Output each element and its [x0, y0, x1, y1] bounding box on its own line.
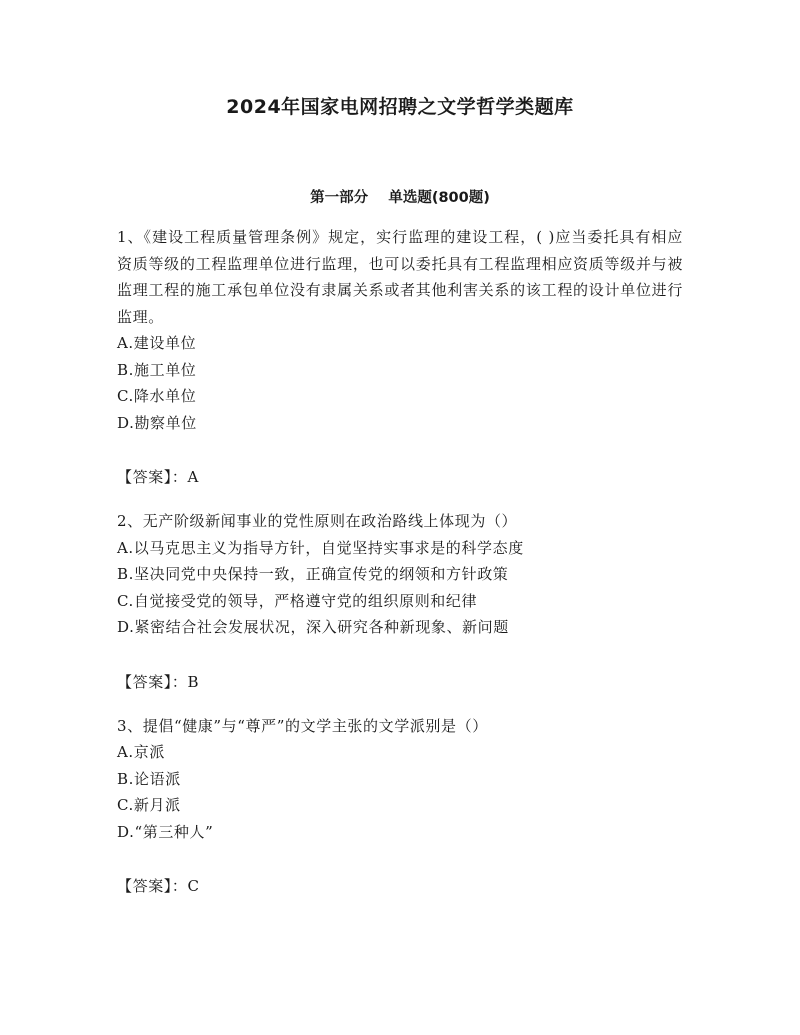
option-c: C.新月派 [117, 796, 181, 814]
question-item [117, 224, 683, 490]
option-a: A.以马克思主义为指导方针，自觉坚持实事求是的科学态度 [117, 538, 524, 557]
option-c: C.降水单位 [117, 387, 197, 405]
option-a: A.京派 [117, 743, 166, 761]
answer-value: B [187, 672, 200, 691]
option-a: A.建设单位 [117, 334, 197, 352]
question-stem: 3、提倡“健康”与“尊严”的文学主张的文学派别是（） [117, 716, 488, 735]
question-item [117, 713, 683, 900]
answer-line [117, 873, 683, 899]
option-b: B.坚决同党中央保持一致，正确宣传党的纲领和方针政策 [117, 565, 509, 583]
answer-value: A [187, 468, 199, 486]
section-heading: 第一部分 单选题(800题) [310, 190, 490, 206]
option-d: D.勘察单位 [117, 413, 197, 432]
question-stem: 1、《建设工程质量管理条例》规定，实行监理的建设工程，( )应当委托具有相应资质等级的工程监理单位进行监理，也可以委托具有工程监理相应资质等级并与被监理工程的施工承包单位没有隶属关系或者其他利害关系的该工程的设计单位进行监理。 [117, 228, 683, 326]
answer-label: 【答案】： [117, 672, 188, 691]
question-item [117, 508, 683, 695]
option-b: B.施工单位 [117, 360, 197, 379]
answer-line [117, 669, 683, 695]
answer-line [117, 464, 683, 490]
document-title: 2024年国家电网招聘之文学哲学类题库 [226, 96, 574, 118]
option-c: C.自觉接受党的领导，严格遵守党的组织原则和纪律 [117, 591, 478, 610]
answer-label: 【答案】： [117, 877, 188, 895]
question-list [117, 224, 683, 917]
answer-value: C [187, 877, 200, 895]
question-stem: 2、无产阶级新闻事业的党性原则在政治路线上体现为（） [117, 512, 518, 530]
option-d: D.“第三种人” [117, 822, 214, 841]
option-d: D.紧密结合社会发展状况，深入研究各种新现象、新问题 [117, 618, 509, 636]
option-b: B.论语派 [117, 769, 181, 788]
answer-label: 【答案】： [117, 468, 188, 486]
